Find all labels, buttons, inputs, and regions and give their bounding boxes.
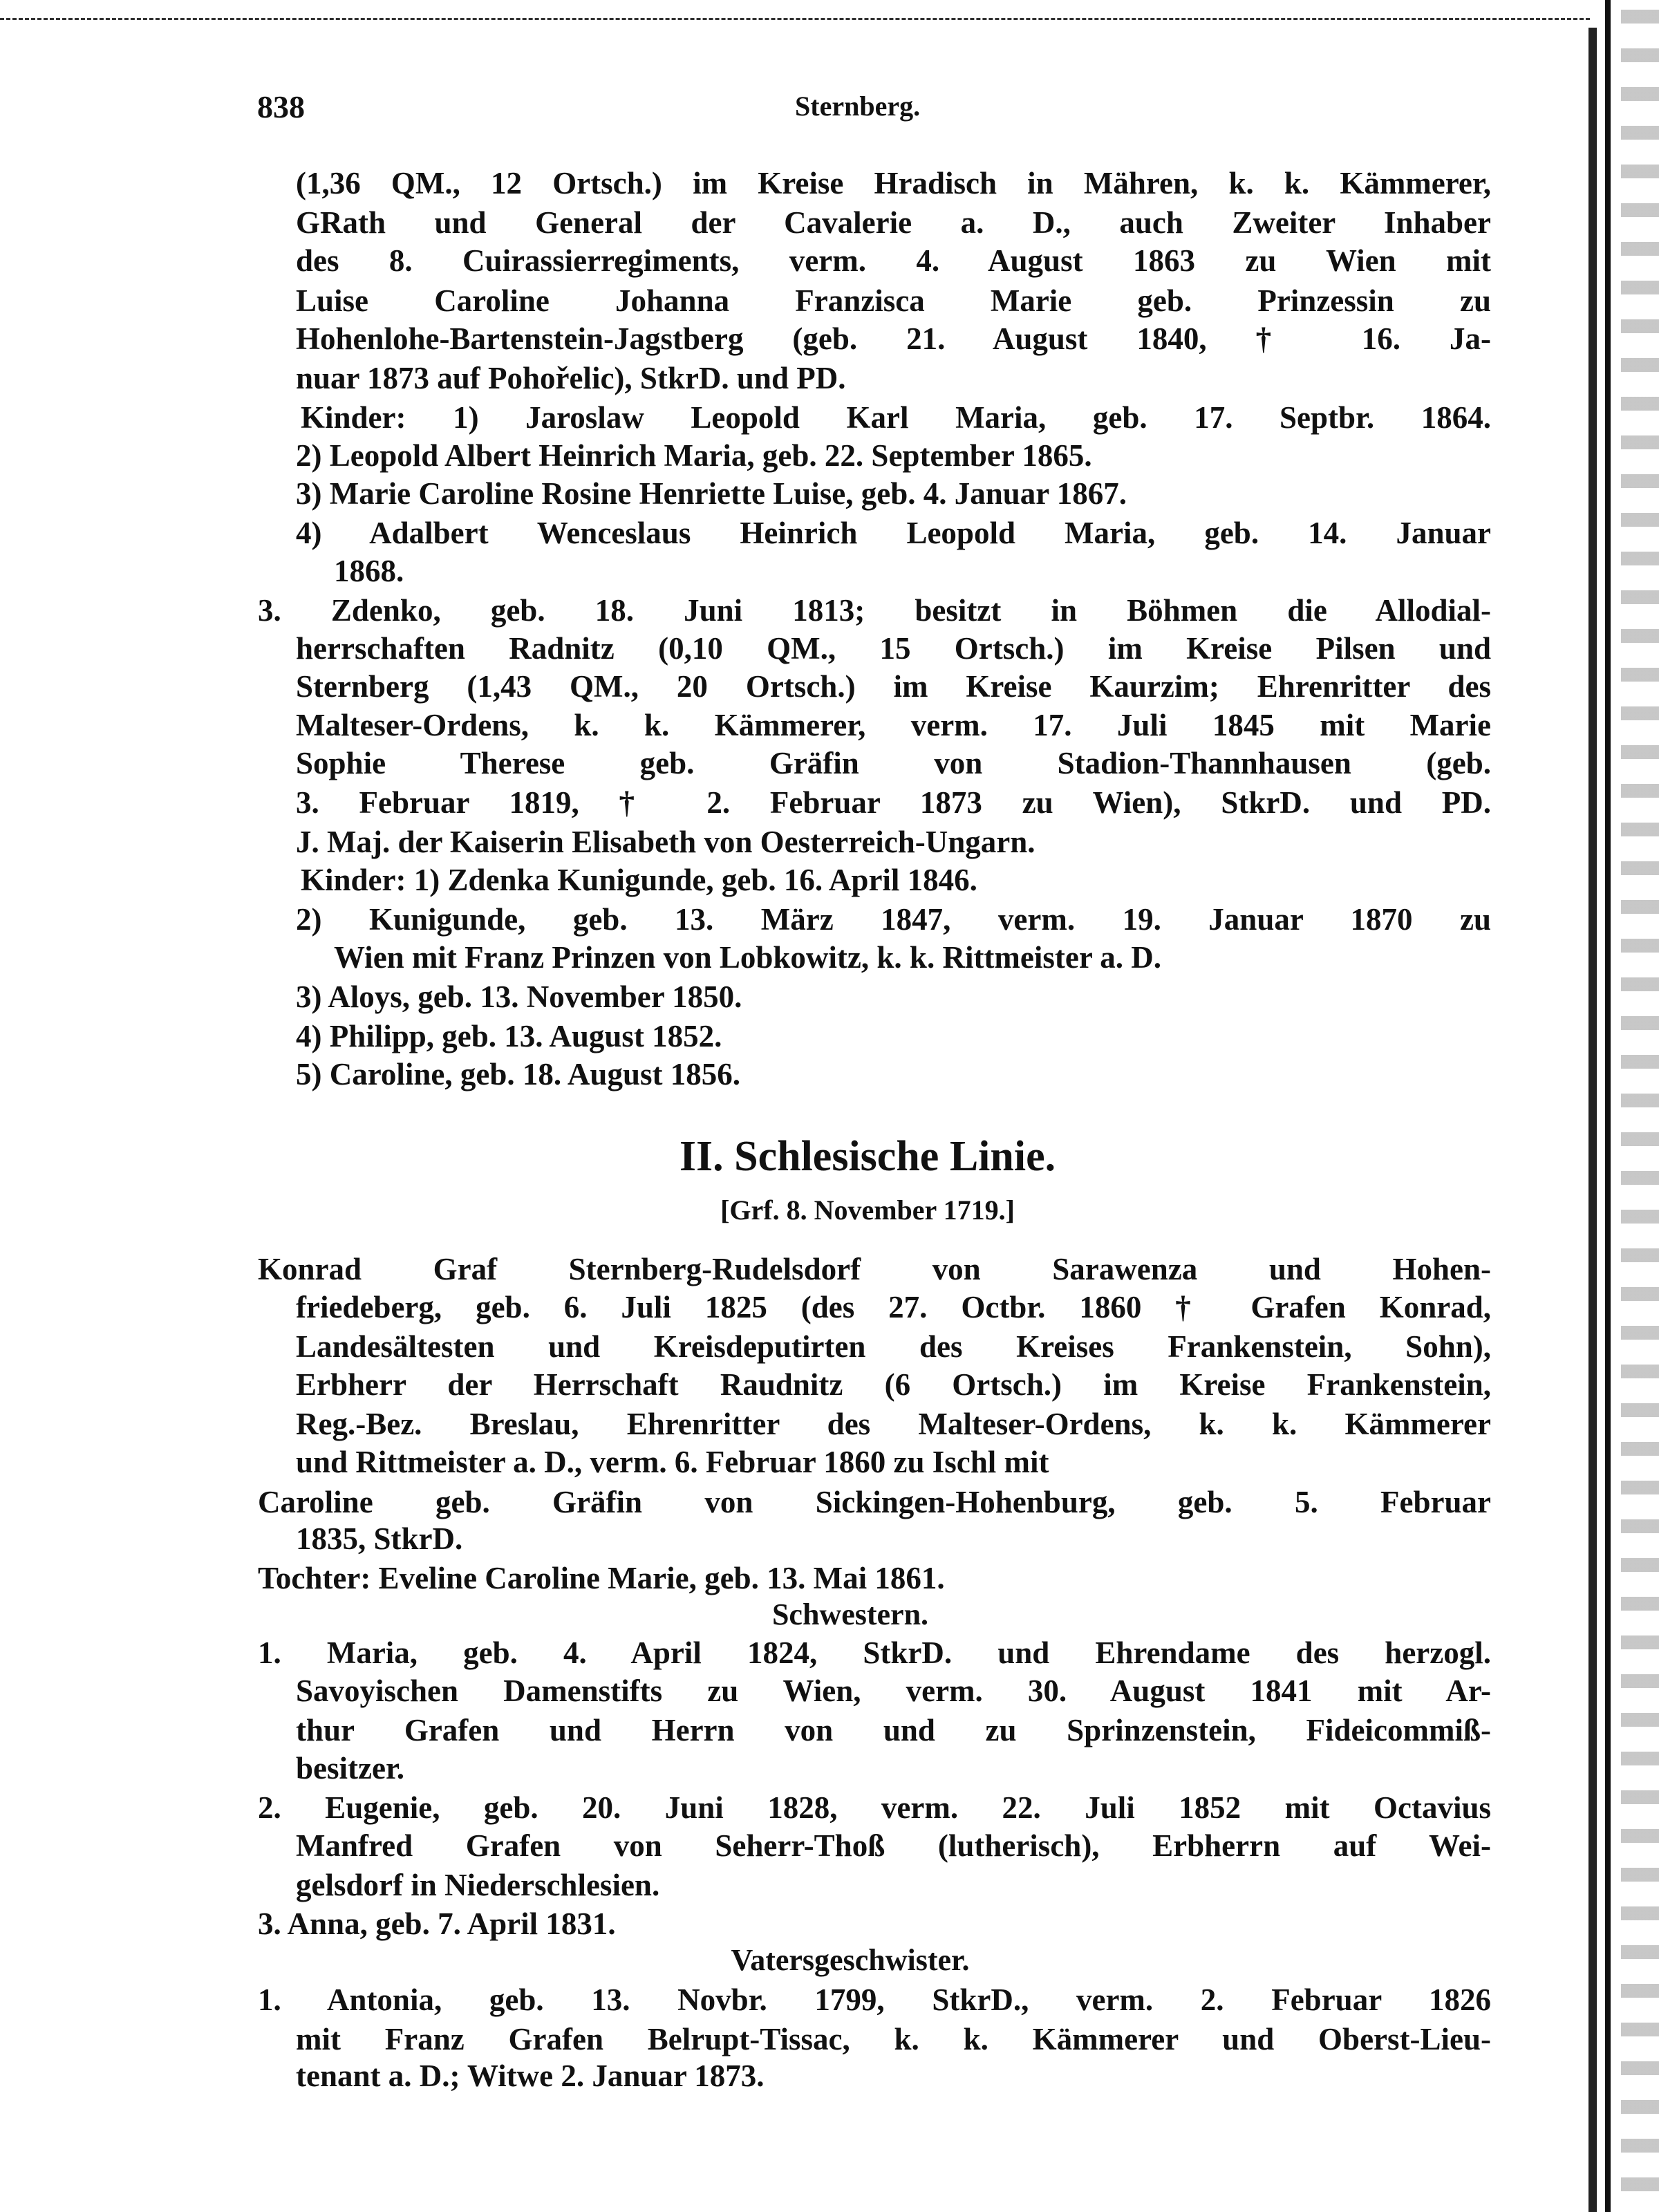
text-line: des 8. Cuirassierregiments, verm. 4. August 1863 zu Wien mit (296, 243, 1491, 278)
text-line: Erbherr der Herrschaft Raudnitz (6 Ortsch.) im Kreise Frankenstein, (296, 1367, 1491, 1402)
text-line: gelsdorf in Niederschlesien. (296, 1868, 660, 1902)
text-line: besitzer. (296, 1751, 405, 1785)
text-line: Savoyischen Damenstifts zu Wien, verm. 30. August 1841 mit Ar- (296, 1674, 1491, 1708)
text-line: 4) Philipp, geb. 13. August 1852. (296, 1019, 722, 1053)
text-line: 3. Zdenko, geb. 18. Juni 1813; besitzt in Böhmen die Allodial- (258, 593, 1491, 628)
text-line: Caroline geb. Gräfin von Sickingen-Hohenburg, geb. 5. Februar (258, 1485, 1491, 1519)
text-line: Manfred Grafen von Seherr-Thoß (lutherisch), Erbherrn auf Wei- (296, 1828, 1491, 1863)
text-line: Tochter: Eveline Caroline Marie, geb. 13. Mai 1861. (258, 1561, 945, 1595)
subheading-paternal-siblings: Vatersgeschwister. (731, 1943, 970, 1977)
text-line: GRath und General der Cavalerie a. D., auch Zweiter Inhaber (296, 205, 1491, 240)
page-gutter-shadow (1588, 28, 1597, 2212)
text-line: 3. Februar 1819, † 2. Februar 1873 zu Wien), StkrD. und PD. (296, 785, 1491, 820)
text-line: Reg.-Bez. Breslau, Ehrenritter des Malteser-Ordens, k. k. Kämmerer (296, 1407, 1491, 1441)
text-line: 5) Caroline, geb. 18. August 1856. (296, 1057, 740, 1091)
text-line: Hohenlohe-Bartenstein-Jagstberg (geb. 21. August 1840, † 16. Ja- (296, 321, 1491, 356)
text-line: tenant a. D.; Witwe 2. Januar 1873. (296, 2059, 765, 2093)
page-edge (1605, 0, 1611, 2212)
text-line: mit Franz Grafen Belrupt-Tissac, k. k. Kämmerer und Oberst-Lieu- (296, 2022, 1491, 2056)
text-line: 2) Leopold Albert Heinrich Maria, geb. 22. September 1865. (296, 438, 1092, 473)
text-line: 2. Eugenie, geb. 20. Juni 1828, verm. 22. Juli 1852 mit Octavius (258, 1790, 1491, 1825)
text-line: 3) Aloys, geb. 13. November 1850. (296, 980, 742, 1014)
scan-top-rule (0, 18, 1590, 20)
text-line: 1835, StkrD. (296, 1521, 463, 1556)
text-line: Luise Caroline Johanna Franzisca Marie geb. Prinzessin zu (296, 283, 1491, 318)
text-line: und Rittmeister a. D., verm. 6. Februar 1860 zu Ischl mit (296, 1445, 1049, 1479)
text-line: Konrad Graf Sternberg-Rudelsdorf von Sarawenza und Hohen- (258, 1252, 1491, 1286)
text-line: 3. Anna, geb. 7. April 1831. (258, 1906, 616, 1941)
text-line: 3) Marie Caroline Rosine Henriette Luise, geb. 4. Januar 1867. (296, 476, 1127, 511)
text-line: 1. Antonia, geb. 13. Novbr. 1799, StkrD., verm. 2. Februar 1826 (258, 1983, 1491, 2017)
adjacent-page-fragment (1621, 0, 1659, 2212)
text-line: Landesältesten und Kreisdeputirten des Kreises Frankenstein, Sohn), (296, 1329, 1491, 1364)
text-line: friedeberg, geb. 6. Juli 1825 (des 27. Octbr. 1860 † Grafen Konrad, (296, 1290, 1491, 1324)
page-number: 838 (257, 89, 305, 124)
text-line: Sophie Therese geb. Gräfin von Stadion-Thannhausen (geb. (296, 746, 1491, 780)
text-line: J. Maj. der Kaiserin Elisabeth von Oesterreich-Ungarn. (296, 825, 1035, 859)
text-line: Kinder: 1) Jaroslaw Leopold Karl Maria, geb. 17. Septbr. 1864. (301, 400, 1491, 435)
text-line: 1868. (334, 554, 404, 588)
text-line: Sternberg (1,43 QM., 20 Ortsch.) im Kreise Kaurzim; Ehrenritter des (296, 669, 1491, 704)
text-line: nuar 1873 auf Pohořelic), StkrD. und PD. (296, 361, 846, 395)
text-line: 2) Kunigunde, geb. 13. März 1847, verm. 19. Januar 1870 zu (296, 902, 1491, 937)
text-line: Kinder: 1) Zdenka Kunigunde, geb. 16. April 1846. (301, 863, 977, 897)
subheading-sisters: Schwestern. (771, 1597, 929, 1631)
running-title: Sternberg. (795, 91, 921, 122)
text-line: Malteser-Ordens, k. k. Kämmerer, verm. 17. Juli 1845 mit Marie (296, 708, 1491, 742)
section-subtitle: [Grf. 8. November 1719.] (720, 1194, 1015, 1226)
section-title: II. Schlesische Linie. (679, 1133, 1056, 1180)
text-line: Wien mit Franz Prinzen von Lobkowitz, k. k. Rittmeister a. D. (334, 940, 1162, 975)
text-line: herrschaften Radnitz (0,10 QM., 15 Ortsch.) im Kreise Pilsen und (296, 631, 1491, 666)
text-line: 1. Maria, geb. 4. April 1824, StkrD. und Ehrendame des herzogl. (258, 1635, 1491, 1670)
text-line: 4) Adalbert Wenceslaus Heinrich Leopold Maria, geb. 14. Januar (296, 516, 1491, 550)
text-line: (1,36 QM., 12 Ortsch.) im Kreise Hradisch in Mähren, k. k. Kämmerer, (296, 166, 1491, 200)
text-line: thur Grafen und Herrn von und zu Sprinzenstein, Fideicommiß- (296, 1713, 1491, 1747)
